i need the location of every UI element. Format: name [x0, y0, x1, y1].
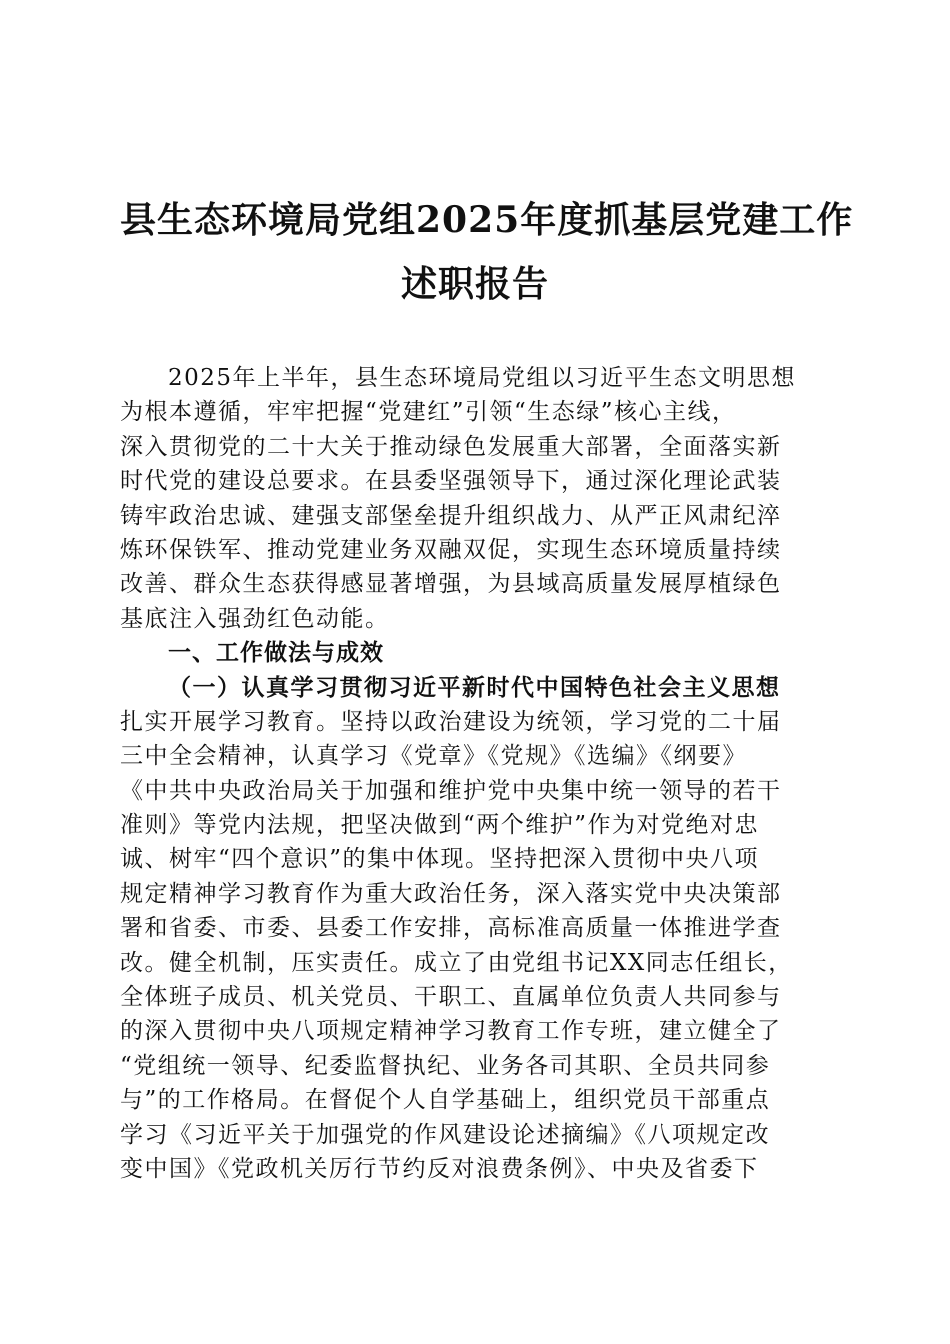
paragraph-line: 《中共中央政治局关于加强和维护党中央集中统一领导的若干: [120, 777, 782, 804]
paragraph-line: 与”的工作格局。在督促个人自学基础上，组织党员干部重点: [120, 1087, 771, 1114]
paragraph-line: 诚、树牢“四个意识”的集中体现。坚持把深入贯彻中央八项: [120, 846, 760, 873]
paragraph-line: 基底注入强劲红色动能。: [120, 605, 390, 632]
paragraph-line: 2025年上半年，县生态环境局党组以习近平生态文明思想: [168, 365, 797, 391]
paragraph-line: 变中国》《党政机关厉行节约反对浪费条例》、中央及省委下: [120, 1155, 759, 1182]
subsection-heading: （一）认真学习贯彻习近平新时代中国特色社会主义思想: [168, 673, 781, 701]
paragraph-line: 准则》等党内法规，把坚决做到“两个维护”作为对党绝对忠: [120, 812, 760, 839]
paragraph-line: 的深入贯彻中央八项规定精神学习教育工作专班，建立健全了: [120, 1018, 782, 1045]
paragraph-line: 改。健全机制，压实责任。成立了由党组书记XX同志任组长，: [120, 949, 793, 976]
section-heading: 一、工作做法与成效: [168, 640, 384, 667]
document-body: [120, 361, 832, 1186]
paragraph-line: 规定精神学习教育作为重大政治任务，深入落实党中央决策部: [120, 880, 782, 907]
paragraph-line: 全体班子成员、机关党员、干职工、直属单位负责人共同参与: [120, 984, 782, 1011]
paragraph-line: 铸牢政治忠诚、建强支部堡垒提升组织战力、从严正风肃纪淬: [120, 502, 782, 529]
paragraph-line: “党组统一领导、纪委监督执纪、业务各司其职、全员共同参: [120, 1052, 771, 1079]
paragraph-line: 三中全会精神，认真学习《党章》《党规》《选编》《纲要》: [120, 743, 747, 770]
paragraph-line: 深入贯彻党的二十大关于推动绿色发展重大部署，全面落实新: [120, 433, 782, 460]
paragraph-line: 学习《习近平关于加强党的作风建设论述摘编》《八项规定改: [120, 1121, 770, 1148]
paragraph-line: 扎实开展学习教育。坚持以政治建设为统领，学习党的二十届: [120, 708, 782, 735]
paragraph-line: 时代党的建设总要求。在县委坚强领导下，通过深化理论武装: [120, 468, 782, 495]
paragraph-line: 改善、群众生态获得感显著增强，为县域高质量发展厚植绿色: [120, 571, 782, 598]
document-title-line-2: 述职报告: [400, 263, 549, 305]
document-title-line-1: 县生态环境局党组2025年度抓基层党建工作: [120, 199, 854, 241]
paragraph-line: 署和省委、市委、县委工作安排，高标准高质量一体推进学查: [120, 915, 782, 942]
paragraph-line: 炼环保铁军、推动党建业务双融双促，实现生态环境质量持续: [120, 536, 782, 563]
paragraph-line: 为根本遵循，牢牢把握“党建红”引领“生态绿”核心主线，: [120, 399, 737, 426]
